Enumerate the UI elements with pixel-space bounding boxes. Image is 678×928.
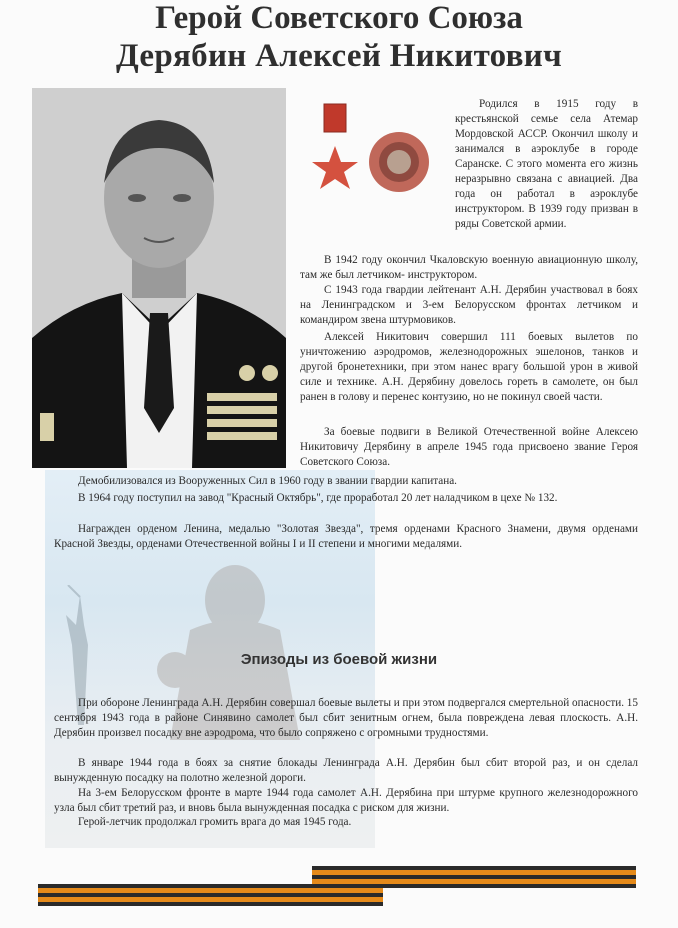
bio-paragraph-2: В 1942 году окончил Чкаловскую военную авиационную школу, там же был летчиком- инструктором. [300,254,638,281]
st-george-ribbon-bottom [38,884,383,906]
episode-paragraph-3: На 3-ем Белорусском фронте в марте 1944 года самолет А.Н. Дерябина при штурме крупного железнодорожного узла был сбит третий раз, и вновь была вынужденная посадка с риском для жизни. [54,787,638,814]
bio-paragraph-1: Родился в 1915 году в крестьянской семье села Атемар Мордовской АССР. Окончил школу и занимался в аэроклубе в городе Саранске. С этого момента его жизнь неразрывно связана с авиацией. Два года он работал в аэроклубе инструктором. В 1939 году призван в ряды Советской армии. [455,98,638,230]
bio-paragraph-5: За боевые подвиги в Великой Отечественной войне Алексею Никитовичу Дерябину в апреле 1945 года присвоено звание Героя Советского Союза. [300,426,638,468]
gold-star-medal-icon [312,104,358,189]
episode-paragraph-2: В январе 1944 года в боях за снятие блокады Ленинграда А.Н. Дерябин был сбит второй раз, и он сделал вынужденную посадку на полотно железной дороги. [54,757,638,784]
bio-paragraph-8: Награжден орденом Ленина, медалью "Золотая Звезда", тремя орденами Красного Знамени, двумя орденами Красной Звезды, орденами Отечественной войны I и II степени и многими медалями. [54,523,638,550]
title-line-1: Герой Советского Союза [155,0,523,36]
bio-paragraph-6: Демобилизовался из Вооруженных Сил в 1960 году в звании гвардии капитана. [78,475,457,487]
bio-paragraph-7: В 1964 году поступил на завод "Красный Октябрь", где проработал 20 лет наладчиком в цехе № 132. [78,492,558,504]
bio-paragraph-4: Алексей Никитович совершил 111 боевых вылетов по уничтожению аэродромов, железнодорожных эшелонов, танков и другой бронетехники, при этом нанес врагу большой урон в живой силе и технике. А.Н. Дерябину довелось гореть в самолете, он был ранен в голову и перенес контузию, но не покинул своей части. [300,331,638,403]
episodes-heading: Эпизоды из боевой жизни [240,651,438,668]
order-of-lenin-icon [369,132,429,192]
bio-paragraph-3: С 1943 года гвардии лейтенант А.Н. Дерябин участвовал в боях на Ленинградском и 3-ем Белорусском фронтах летчиком и командиром звена штурмовиков. [300,284,638,326]
title-line-2: Дерябин Алексей Никитович [116,38,562,74]
awards-image [304,102,444,220]
episode-paragraph-1: При обороне Ленинграда А.Н. Дерябин совершал боевые вылеты и при этом подвергался смертельной опасности. 15 сентября 1943 года в районе Синявино самолет был сбит зенитным огнем, была повреждена левая плоскость. А.Н. Дерябин произвел посадку вне аэродрома, что было сопряжено с огромными трудностями. [54,697,638,739]
episode-paragraph-4: Герой-летчик продолжал громить врага до мая 1945 года. [78,816,352,828]
portrait-photo [32,88,286,468]
